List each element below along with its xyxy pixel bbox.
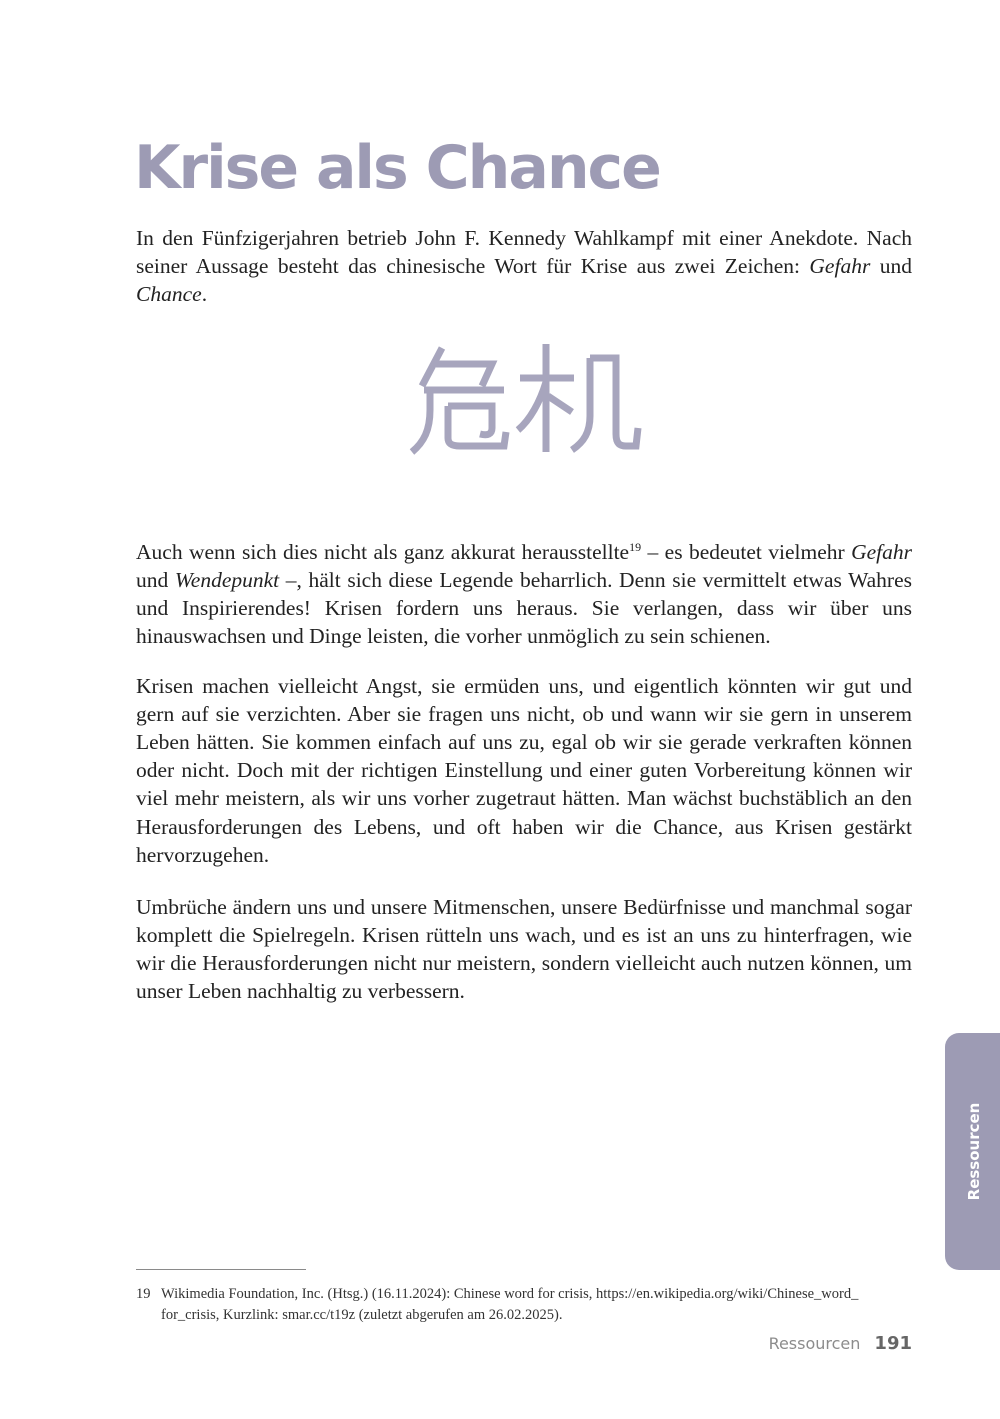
- chinese-characters-graphic: [400, 330, 650, 460]
- paragraph-intro-text-3: .: [201, 281, 208, 306]
- paragraph-legend-text-2: – es bedeutet vielmehr: [641, 539, 852, 564]
- paragraph-legend-italic-2: Wendepunkt: [174, 567, 280, 592]
- page-number: 191: [874, 1333, 912, 1354]
- paragraph-legend: [136, 538, 912, 651]
- footnote-text: Wikimedia Foundation, Inc. (Htsg.) (16.11.2024): Chinese word for crisis, https://en.wikipedia.org/wiki/Chinese_word_​for_crisis, Kurzlink: smar.cc/t19z (zuletzt abgerufen am 26.02.2025).: [161, 1286, 859, 1323]
- paragraph-intro-italic-1: Gefahr: [809, 253, 871, 278]
- paragraph-legend-text-1: Auch wenn sich dies nicht als ganz akkurat herausstellte: [136, 539, 630, 564]
- paragraph-legend-text-3: und: [136, 567, 175, 592]
- paragraph-intro-text-2: und: [870, 253, 912, 278]
- paragraph-intro-text-1: In den Fünfzigerjahren betrieb John F. Kennedy Wahlkampf mit einer Anekdote. Nach seiner Aussage besteht das chinesische Wort für Krise aus zwei Zeichen:: [136, 225, 912, 278]
- footer-section-label: Ressourcen: [768, 1334, 861, 1353]
- page-title: Krise als Chance: [134, 133, 660, 204]
- section-tab-label: Ressourcen: [965, 1102, 983, 1201]
- paragraph-intro: [136, 224, 912, 309]
- footnote-reference[interactable]: 19: [629, 539, 642, 554]
- footnote-divider: [136, 1269, 306, 1270]
- page-footer: [769, 1333, 912, 1354]
- paragraph-fear: Krisen machen vielleicht Angst, sie ermüden uns, und eigentlich könnten wir gut und gern auf sie verzichten. Aber sie fragen uns nicht, ob und wann wir sie gern in unserem Leben hätten. Sie kommen einfach auf uns zu, egal ob wir sie gerade verkraften können oder nicht. Doch mit der richtigen Einstellung und einer guten Vorbereitung können wir viel mehr meistern, als wir uns vorher zugetraut hätten. Man wächst buchstäblich an den Herausforderungen des Lebens, und oft haben wir die Chance, aus Krisen gestärkt hervorzugehen.: [136, 673, 912, 867]
- footnote: [136, 1284, 912, 1326]
- paragraph-legend-italic-1: Gefahr: [851, 539, 912, 564]
- footnote-number: 19: [136, 1286, 151, 1302]
- section-tab: [945, 1033, 1000, 1270]
- paragraph-change: Umbrüche ändern uns und unsere Mitmenschen, unsere Bedürfnisse und manchmal sogar komplett die Spielregeln. Krisen rütteln uns wach, und es ist an uns zu hinterfragen, wie wir die Herausforderungen nicht nur meistern, sondern vielleicht auch nutzen können, um unser Leben nachhaltig zu verbessern.: [136, 894, 912, 1004]
- paragraph-intro-italic-2: Chance: [136, 281, 202, 306]
- paragraph-legend-text-4: –, hält sich diese Legende beharrlich. Denn sie vermittelt etwas Wahres und Inspirierendes! Krisen fordern uns heraus. Sie verlangen, dass wir über uns hinauswachsen und Dinge leisten, die vorher unmöglich zu sein schienen.: [136, 567, 912, 649]
